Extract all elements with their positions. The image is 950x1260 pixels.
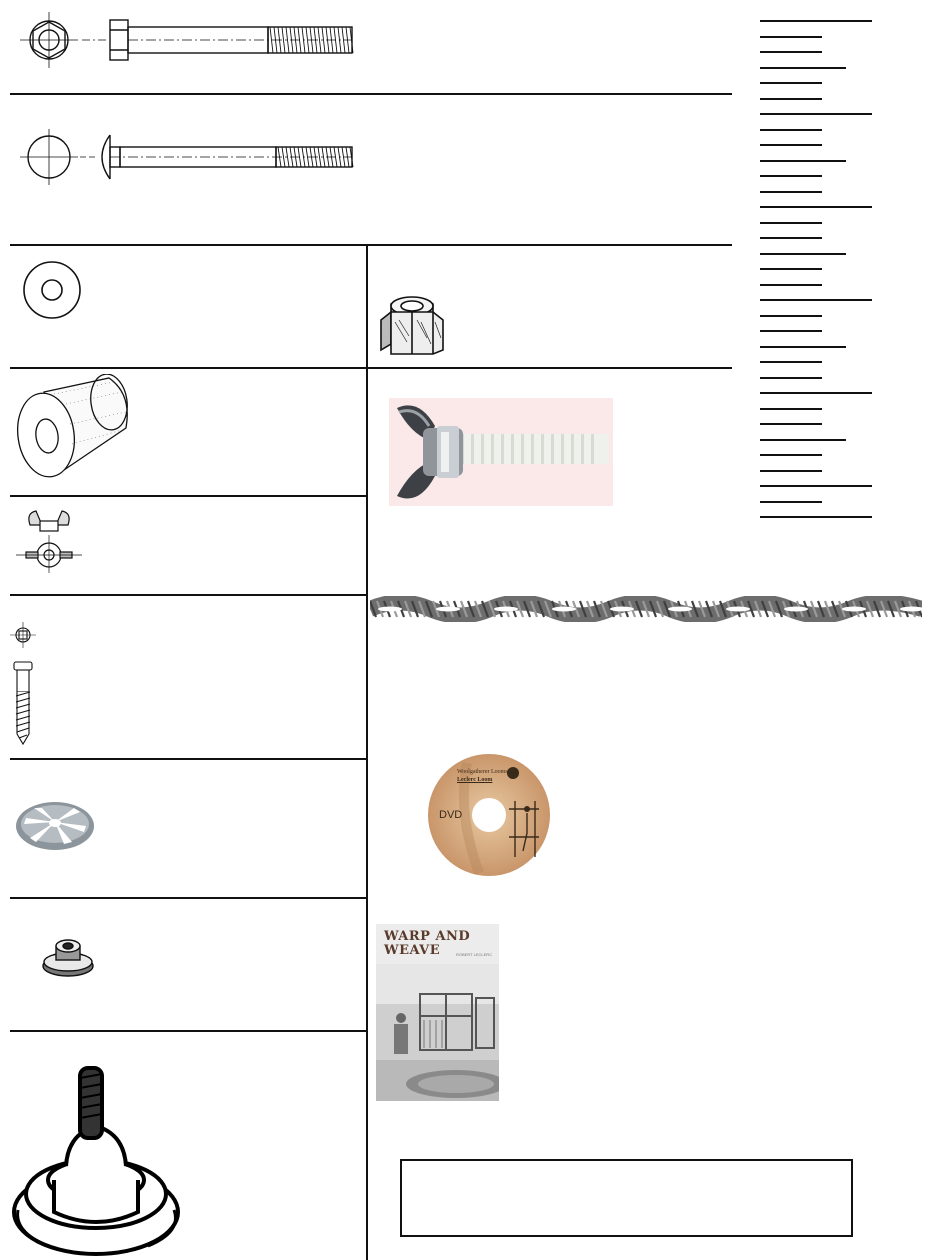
checklist-line <box>760 392 872 394</box>
checklist-line <box>760 423 822 425</box>
dvd-disc <box>427 753 551 877</box>
checklist-line <box>760 346 846 348</box>
checklist-line <box>760 470 822 472</box>
checklist-line <box>760 206 872 208</box>
wing-nut-bolt-photo <box>389 398 613 506</box>
flat-washer-drawing <box>20 260 84 320</box>
dvd-title-line1: Woolgatherer Looms <box>457 769 508 775</box>
book-title-line2: WEAVE <box>384 943 441 958</box>
checklist-line <box>760 299 872 301</box>
divider-left-4 <box>10 897 366 899</box>
checklist-line <box>760 175 822 177</box>
checklist-line <box>760 408 822 410</box>
checklist-line <box>760 315 822 317</box>
checklist-line <box>760 144 822 146</box>
hex-bolt-drawing <box>14 10 359 72</box>
checklist-line <box>760 454 822 456</box>
dvd-title-line2: Leclerc Loom <box>457 777 493 783</box>
checklist-line <box>760 160 846 162</box>
checklist-line <box>760 253 846 255</box>
checklist-line <box>760 98 822 100</box>
checklist-line <box>760 501 822 503</box>
checklist-line <box>760 82 822 84</box>
divider-left-2 <box>10 594 366 596</box>
checklist-line <box>760 361 822 363</box>
checklist-line <box>760 67 846 69</box>
checklist-line <box>760 284 822 286</box>
book-subtitle: ROBERT LECLERC <box>456 952 493 957</box>
spacer-tube-drawing <box>14 374 134 484</box>
note-box <box>400 1159 853 1237</box>
divider-row3 <box>10 367 732 369</box>
checklist-line <box>760 377 822 379</box>
checklist-line <box>760 268 822 270</box>
checklist-line <box>760 485 872 487</box>
divider-center <box>366 244 368 1260</box>
leveling-foot-drawing <box>8 1062 198 1256</box>
divider-row2 <box>10 244 732 246</box>
checklist-line <box>760 222 822 224</box>
divider-top <box>10 93 732 95</box>
wing-nut-drawing <box>14 507 84 573</box>
lock-nut-drawing <box>377 292 447 356</box>
lag-screw-drawing <box>8 622 38 750</box>
checklist-line <box>760 439 846 441</box>
checklist-line <box>760 51 822 53</box>
book-cover <box>376 924 499 1101</box>
checklist-line <box>760 36 822 38</box>
divider-left-3 <box>10 758 366 760</box>
checklist-line <box>760 237 822 239</box>
book-title-line1: WARP AND <box>384 929 471 944</box>
divider-left-1 <box>10 495 366 497</box>
checklist-line <box>760 113 872 115</box>
dvd-label: DVD <box>439 809 463 821</box>
carriage-bolt-drawing <box>14 127 359 189</box>
knob-washer-drawing <box>40 934 96 980</box>
twisted-cord-photo <box>370 596 922 622</box>
push-nut-photo <box>14 800 96 852</box>
checklist-line <box>760 516 872 518</box>
divider-left-5 <box>10 1030 366 1032</box>
checklist-line <box>760 129 822 131</box>
checklist-line <box>760 191 822 193</box>
checklist-line <box>760 330 822 332</box>
checklist-line <box>760 20 872 22</box>
